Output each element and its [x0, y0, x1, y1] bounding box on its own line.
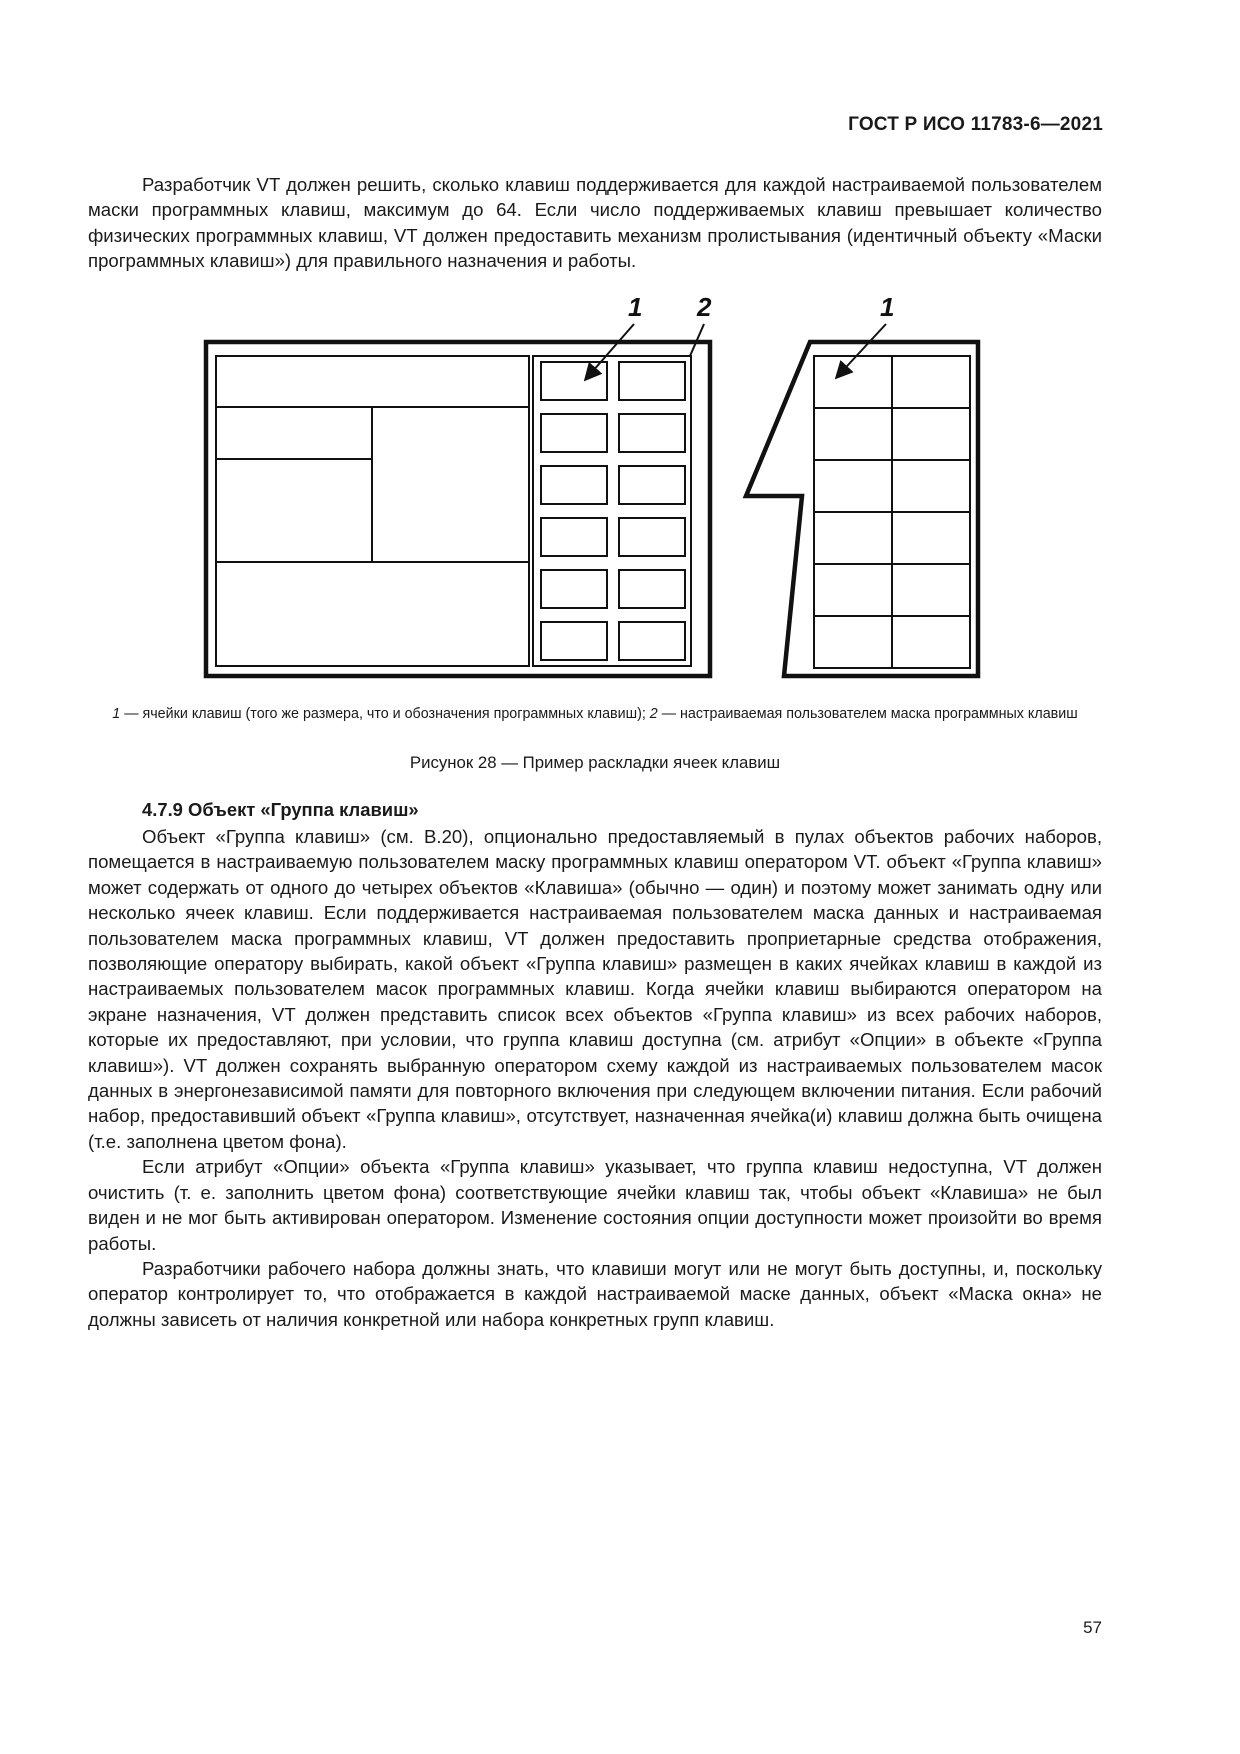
key-cell	[541, 414, 607, 452]
key-cells-left	[541, 362, 685, 660]
standard-code: ГОСТ Р ИСО 11783-6—2021	[848, 114, 1103, 135]
section-paragraph: Объект «Группа клавиш» (см. В.20), опционально предоставляемый в пулах объектов рабочих наборов, помещается в настраиваемую пользователем маску программных клавиш оператором VT. объект «Группа клавиш» может содержать от одного до четырех объектов «Клавиша» (обычно — один) и поэтому может занимать одну или несколько ячеек клавиш. Если поддерживается настраиваемая пользователем маска данных и настраиваемая пользователем маска программных клавиш, VT должен предоставить проприетарные средства отображения, позволяющие оператору выбирать, какой объект «Группа клавиш» размещен в каких ячейках клавиш в каждой из настраиваемых пользователем масок программных клавиш. Когда ячейки клавиш выбираются оператором на экране назначения, VT должен представить список всех объектов «Группа клавиш» из всех рабочих наборов, которые их предоставляют, при условии, что группа клавиш доступна (см. атрибут «Опции» в объекте «Группа клавиш»). VT должен сохранять выбранную оператором схему каждой из настраиваемых пользователем масок данных в энергонезависимой памяти для повторного включения при следующем включении питания. Если рабочий набор, предоставивший объект «Группа клавиш», отсутствует, назначенная ячейка(и) клавиш должна быть очищена (т.е. заполнена цветом фона).	[88, 826, 1102, 1152]
key-cell	[814, 616, 892, 668]
data-mask-areas	[216, 356, 529, 666]
legend-text-2: — настраиваемая пользователем маска программных клавиш	[657, 706, 1078, 722]
callout-arrow-1-left	[585, 324, 634, 380]
user-layout-soft-key-mask	[533, 356, 691, 666]
page-number: 57	[1083, 1618, 1102, 1637]
figure-legend	[88, 704, 1102, 724]
key-cell	[541, 622, 607, 660]
key-cell	[619, 362, 685, 400]
legend-key-2: 2	[649, 706, 658, 722]
intro-paragraph-text: Разработчик VT должен решить, сколько клавиш поддерживается для каждой настраиваемой пользователем маски программных клавиш, максимум до 64. Если число поддерживаемых клавиш превышает количество физических программных клавиш, VT должен предоставить механизм пролистывания (идентичный объекту «Маски программных клавиш») для правильного назначения и работы.	[88, 174, 1102, 272]
key-cell	[541, 570, 607, 608]
key-cell	[619, 466, 685, 504]
key-cell	[892, 408, 970, 460]
key-cell	[541, 518, 607, 556]
key-cell	[814, 512, 892, 564]
callout-label-1-right: 1	[880, 292, 895, 322]
key-cell	[619, 518, 685, 556]
key-cell	[814, 564, 892, 616]
key-cells-right	[814, 356, 970, 668]
key-cell	[619, 570, 685, 608]
legend-text-1: — ячейки клавиш (того же размера, что и обозначения программных клавиш);	[120, 706, 650, 722]
legend-key-1: 1	[112, 706, 121, 722]
data-mask-area	[216, 356, 529, 407]
key-cell	[814, 356, 892, 408]
key-cell	[814, 408, 892, 460]
scrolling-soft-key-mask-frame	[746, 342, 978, 676]
key-cell-layout-figure	[0, 286, 1240, 698]
callout-arrow-1-right	[836, 324, 886, 378]
section-heading: 4.7.9 Объект «Группа клавиш»	[142, 799, 419, 820]
key-cell	[541, 466, 607, 504]
key-cell	[892, 564, 970, 616]
key-cell	[619, 622, 685, 660]
figure-title: Рисунок 28 — Пример раскладки ячеек клавиш	[409, 753, 781, 772]
key-cell	[541, 362, 607, 400]
section-paragraph: Разработчики рабочего набора должны знать, что клавиши могут или не могут быть доступны, и, поскольку оператор контролирует то, что отображается в каждой настраиваемой маске данных, объект «Маска окна» не должны зависеть от наличия конкретной или набора конкретных групп клавиш.	[88, 1257, 1102, 1330]
key-cell	[892, 460, 970, 512]
section-body	[88, 824, 1102, 1332]
callout-label-1-left: 1	[628, 292, 643, 322]
intro-paragraph	[88, 172, 1102, 274]
key-cell	[892, 616, 970, 668]
data-mask-area	[372, 407, 529, 562]
callout-label-2: 2	[697, 292, 712, 322]
section-paragraph: Если атрибут «Опции» объекта «Группа клавиш» указывает, что группа клавиш недоступна, VT должен очистить (т. е. заполнить цветом фона) соответствующие ячейки клавиш так, чтобы объект «Клавиша» не был виден и не мог быть активирован оператором. Изменение состояния опции доступности может произойти во время работы.	[88, 1156, 1102, 1254]
data-mask-area	[216, 407, 372, 562]
screen-frame	[206, 342, 710, 676]
key-cell	[814, 460, 892, 512]
key-cell	[892, 512, 970, 564]
data-mask-area	[216, 562, 529, 666]
key-cell	[892, 356, 970, 408]
key-cell	[619, 414, 685, 452]
